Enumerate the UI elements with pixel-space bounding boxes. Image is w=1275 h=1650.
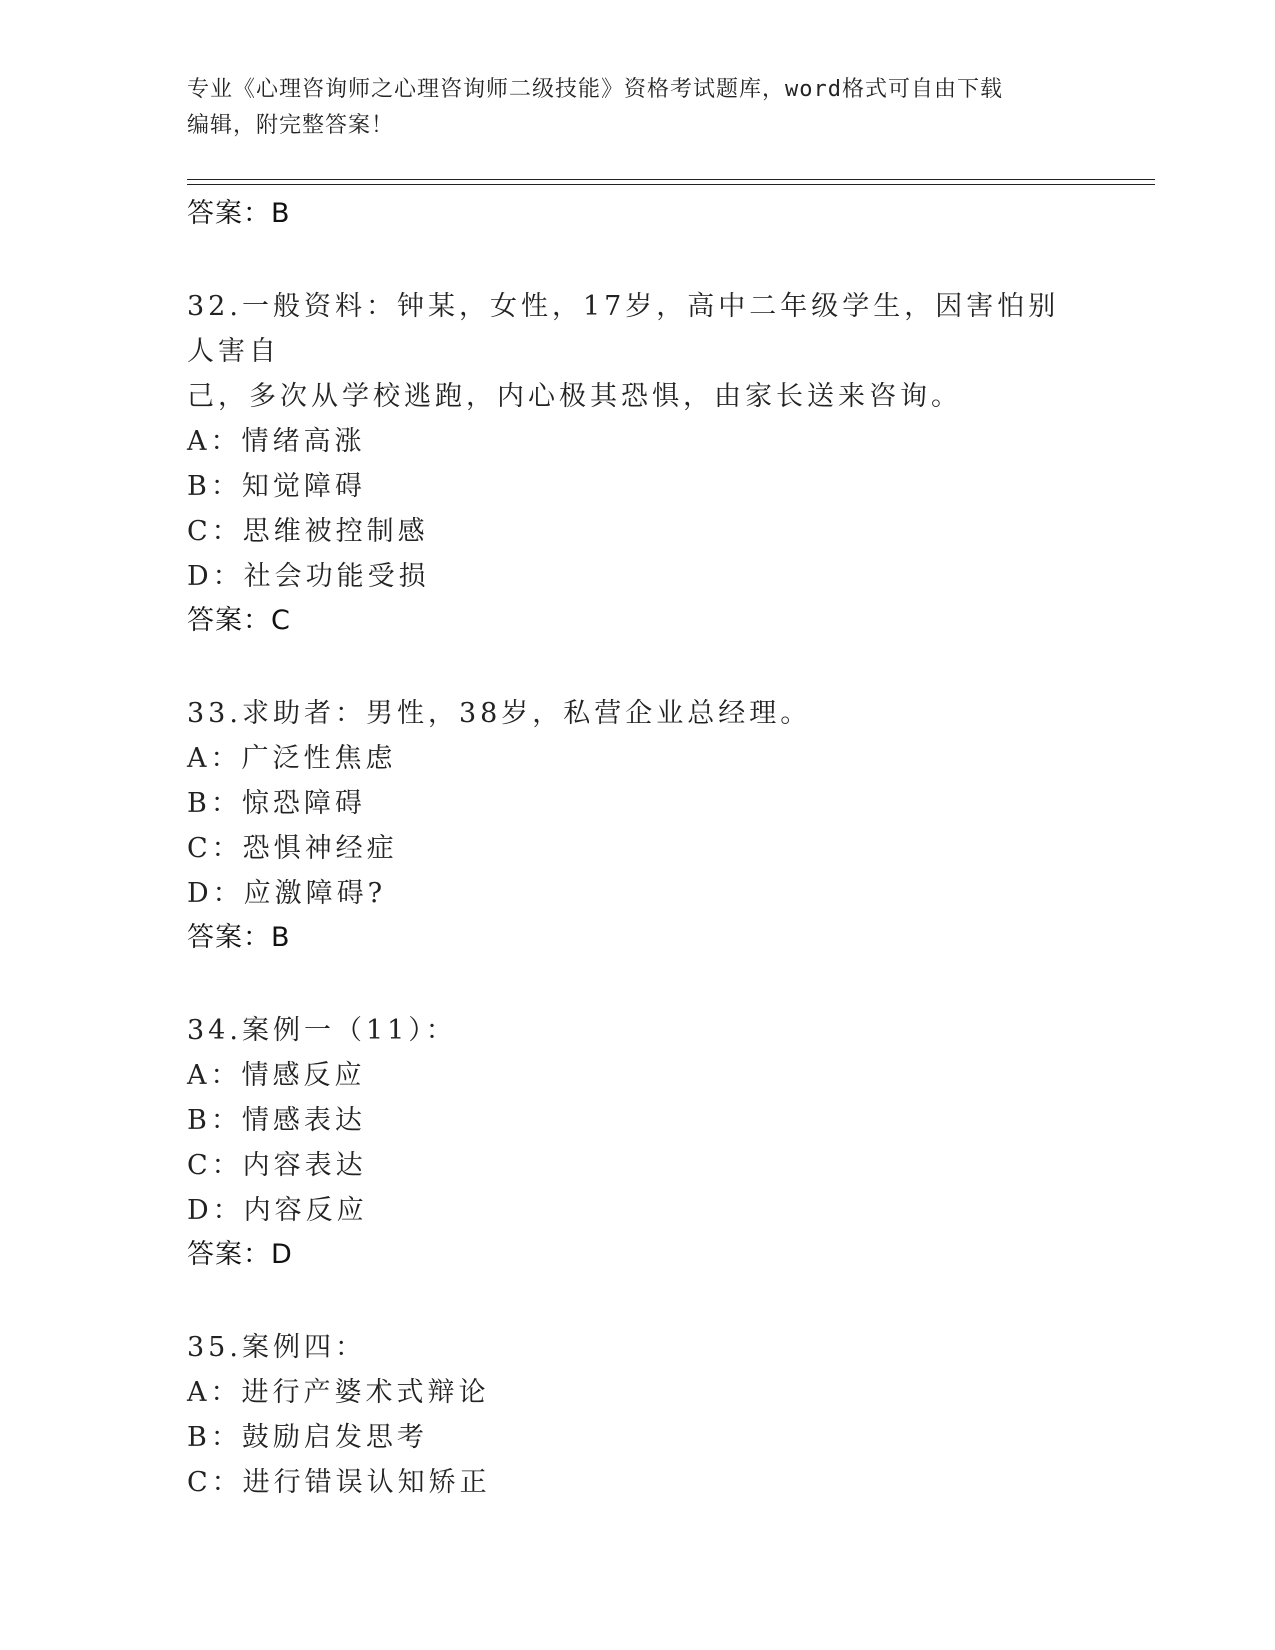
question-35-option-c: C：进行错误认知矫正 — [187, 1467, 491, 1498]
question-35-option-b: B：鼓励启发思考 — [187, 1422, 428, 1453]
question-33-text: 33.求助者：男性，38岁，私营企业总经理。 — [187, 698, 812, 729]
question-34-option-b: B：情感表达 — [187, 1105, 366, 1136]
question-32-option-b: B：知觉障碍 — [187, 471, 366, 502]
question-32-option-d: D：社会功能受损 — [187, 561, 430, 592]
answer-33: 答案：B — [187, 922, 291, 953]
question-32-text-line-2: 己，多次从学校逃跑，内心极其恐惧，由家长送来咨询。 — [187, 381, 962, 412]
question-33-option-b: B：惊恐障碍 — [187, 788, 366, 819]
question-34-text: 34.案例一（11）： — [187, 1015, 457, 1046]
question-35-option-a: A：进行产婆术式辩论 — [187, 1377, 490, 1408]
document-header — [187, 72, 1087, 144]
header-divider-bottom — [187, 184, 1155, 185]
question-list — [187, 192, 1087, 1505]
question-33 — [187, 691, 1087, 960]
answer-31: 答案：B — [187, 198, 291, 229]
question-34 — [187, 1008, 1087, 1277]
question-32-option-a: A：情绪高涨 — [187, 426, 366, 457]
question-34-option-d: D：内容反应 — [187, 1195, 368, 1226]
question-33-option-c: C：恐惧神经症 — [187, 833, 398, 864]
header-line-2: 编辑，附完整答案！ — [187, 113, 395, 138]
question-32 — [187, 284, 1087, 643]
question-33-option-d: D：应激障碍? — [187, 878, 387, 909]
question-34-option-c: C：内容表达 — [187, 1150, 367, 1181]
question-32-option-c: C：思维被控制感 — [187, 516, 429, 547]
header-line-1: 专业《心理咨询师之心理咨询师二级技能》资格考试题库，word格式可自由下载 — [187, 77, 1003, 102]
question-33-option-a: A：广泛性焦虑 — [187, 743, 397, 774]
question-35 — [187, 1325, 1087, 1505]
question-34-option-a: A：情感反应 — [187, 1060, 366, 1091]
question-32-text-line-1: 32.一般资料：钟某，女性，17岁，高中二年级学生，因害怕别人害自 — [187, 291, 1060, 367]
header-divider-top — [187, 179, 1155, 180]
question-35-text: 35.案例四： — [187, 1332, 366, 1363]
answer-32: 答案：C — [187, 605, 291, 636]
answer-34: 答案：D — [187, 1239, 293, 1270]
